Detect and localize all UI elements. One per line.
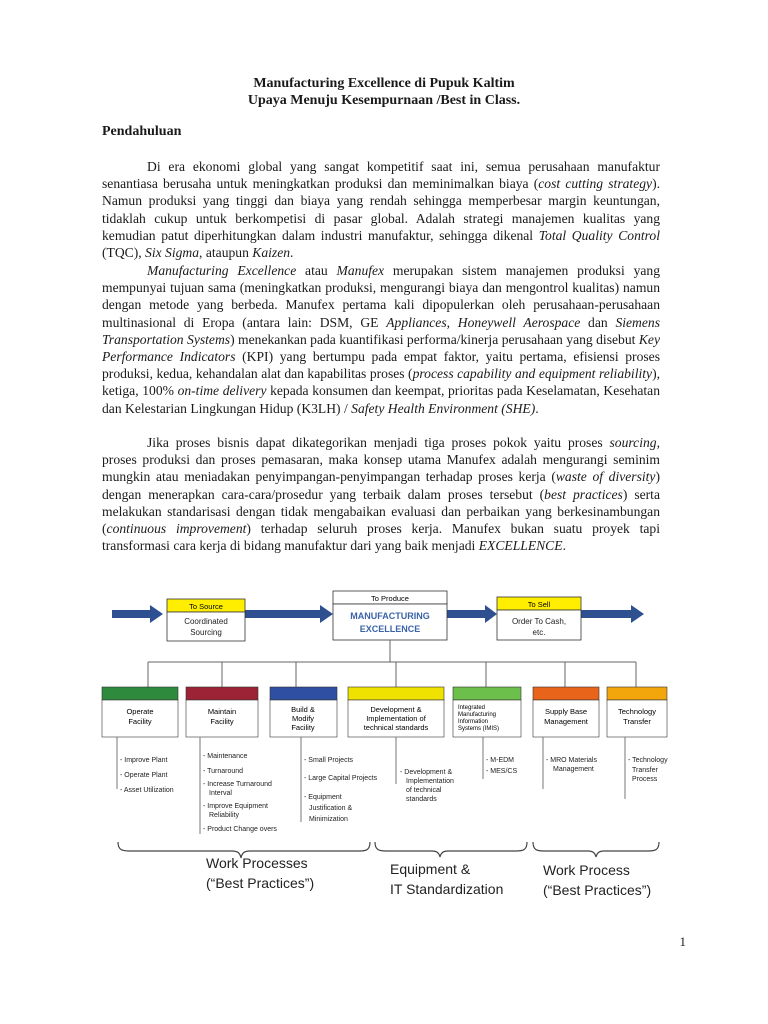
group-label: Work Process [543, 862, 630, 878]
detail-item: - Small Projects [304, 757, 354, 764]
manufex-diagram [0, 584, 768, 914]
detail-item: Minimization [309, 816, 348, 823]
box-imis: Integrated Manufacturing Information Systems (IMIS) [458, 705, 500, 732]
arrow-icon [581, 605, 644, 623]
box-technology-transfer: Technology Transfer [618, 707, 656, 726]
arrow-icon [245, 605, 333, 623]
detail-item: - Increase Turnaround [203, 781, 272, 788]
detail-brackets [117, 737, 625, 834]
detail-item: - Asset Utilization [120, 787, 174, 794]
to-sell-line2: etc. [532, 628, 546, 637]
detail-item: - MES/CS [486, 768, 518, 775]
section-heading: Pendahuluan [102, 124, 182, 139]
box-supply-base-management: Supply Base Management [544, 707, 588, 726]
detail-item: Interval [209, 790, 232, 797]
group-label: IT Standardization [390, 881, 504, 897]
detail-item: Management [553, 766, 594, 773]
document-subtitle: Upaya Menuju Kesempurnaan /Best in Class. [247, 93, 521, 108]
detail-item: - Improve Equipment [203, 803, 268, 810]
detail-item: of technical [406, 787, 442, 794]
to-sell-tag: To Sell [527, 600, 551, 609]
arrow-icon [112, 605, 163, 623]
to-sell-box [497, 597, 581, 640]
box-operate-facility: Operate Facility [126, 707, 154, 726]
detail-item: Implementation [406, 778, 454, 785]
paragraph-1: Di era ekonomi global yang sangat kompetitif saat ini, semua perusahaan manufaktur senantiasa berusaha untuk meningkatkan produksi dan meminimalkan biaya (cost cutting strategy). Namun produksi yang tinggi dan biaya yang rendah sehingga memperbesar margin keuntungan, tidaklah cukup untuk berkompetisi di pasar global. Adalah strategi manajemen kualitas yang kemudian patut diperhitungkan dalam industri manufaktur, sehingga dikenal Total Quality Control (TQC), Six Sigma, ataupun Kaizen. [102, 159, 661, 261]
to-produce-line1: MANUFACTURING [350, 611, 430, 621]
detail-item: - Maintenance [203, 753, 248, 760]
detail-item: - Development & [400, 769, 453, 776]
box-build-modify-facility: Build & Modify Facility [291, 705, 315, 732]
to-source-box [167, 599, 245, 641]
detail-item: Reliability [209, 812, 239, 819]
detail-item: - Product Change overs [203, 826, 277, 833]
group-label: (“Best Practices”) [543, 882, 652, 898]
detail-item: Justification & [309, 805, 353, 812]
detail-item: standards [406, 796, 437, 803]
box-development-implementation: Development & Implementation of technical standards [363, 705, 429, 732]
detail-item: - Operate Plant [120, 772, 168, 779]
detail-item: Transfer [632, 767, 658, 774]
page-number: 1 [679, 934, 686, 949]
detail-item: - Equipment [304, 794, 342, 801]
to-source-line1: Coordinated [184, 617, 228, 626]
detail-item: Process [632, 776, 658, 783]
to-produce-box [333, 591, 447, 640]
detail-item: - Technology [628, 757, 668, 764]
to-source-line2: Sourcing [190, 628, 222, 637]
arrow-icon [447, 605, 497, 623]
to-sell-line1: Order To Cash, [511, 617, 567, 626]
to-produce-tag: To Produce [371, 594, 409, 603]
document-title: Manufacturing Excellence di Pupuk Kaltim [253, 76, 515, 91]
detail-lists [120, 753, 668, 833]
detail-item: - Large Capital Projects [304, 775, 378, 782]
to-produce-line2: EXCELLENCE [359, 624, 421, 634]
group-label: Work Processes [206, 855, 308, 871]
detail-item: - MRO Materials [546, 757, 597, 764]
paragraph-2: Manufacturing Excellence atau Manufex merupakan sistem manajemen produksi yang mempunyai tujuan sama (meningkatkan produksi, mengurangi biaya dan mengontrol kualitas) namun dengan metode yang berbeda. Manufex pertama kali dipopulerkan oleh perusahaan-perusahaan multinasional di Eropa (antara lain: DSM, GE Appliances, Honeywell Aerospace dan Siemens Transportation Systems) menekankan pada kuantifikasi performa/kinerja perusahaan yang disebut Key Performance Indicators (KPI) yang bertumpu pada empat faktor, yaitu pertama, efisiensi proses produksi, kedua, kehandalan alat dan kapabilitas proses (process capability and equipment reliability), ketiga, 100% on-time delivery kepada konsumen dan keempat, prioritas pada Keselamatan, Kesehatan dan Kelestarian Lingkungan Hidup (K3LH) / Safety Health Environment (SHE). [102, 263, 661, 416]
box-maintain-facility: Maintain Facility [207, 707, 237, 726]
tree-connectors [148, 640, 636, 687]
paragraph-3: Jika proses bisnis dapat dikategorikan menjadi tiga proses pokok yaitu proses sourcing, proses produksi dan proses pemasaran, maka konsep utama Manufex adalah mengurangi seminim mungkin atau meniadakan penyimpangan-penyimpangan terhadap proses kerja (waste of diversity) dengan menerapkan cara-cara/prosedur yang terbaik dalam proses tersebut (best practices) serta melakukan standarisasi dengan tidak mengabaikan evaluasi dan perbaikan yang berkesinambungan (continuous improvement) terhadap seluruh proses kerja. Manufex bukan suatu proyek tapi transformasi cara kerja di bidang manufaktur dari yang baik menjadi EXCELLENCE. [102, 435, 660, 554]
to-source-tag: To Source [189, 602, 223, 611]
detail-item: - Improve Plant [120, 757, 168, 764]
group-labels [206, 855, 651, 898]
group-label: Equipment & [390, 861, 471, 877]
group-label: (“Best Practices”) [206, 875, 315, 891]
detail-item: - Turnaround [203, 768, 244, 775]
category-boxes [102, 687, 667, 737]
detail-item: - M-EDM [486, 757, 514, 764]
group-braces [118, 842, 659, 858]
